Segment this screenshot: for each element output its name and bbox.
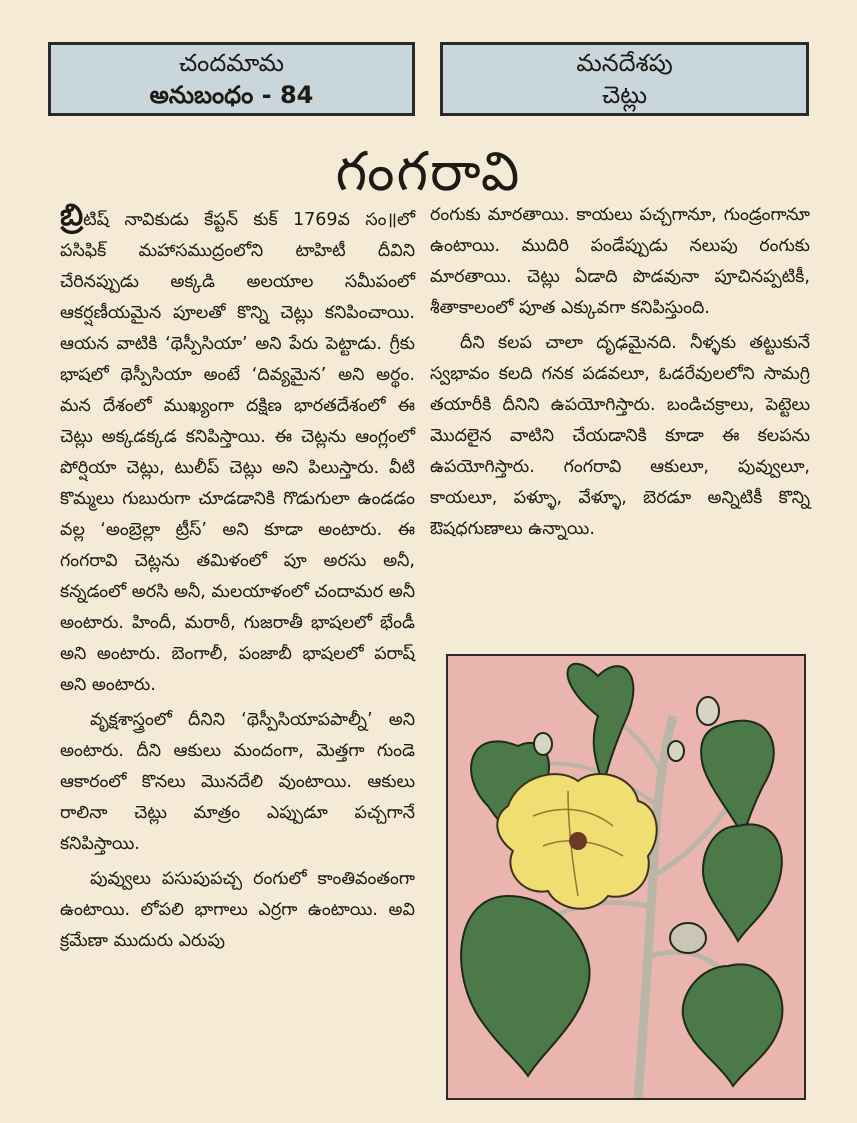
paragraph: దీని కలప చాలా దృఢమైనది. నీళ్ళకు తట్టుకునే స్వభావం కలది గనక పడవలూ, ఓడరేవులలోని సామగ్రి తయారీకి దీనిని ఉపయోగిస్తారు. బండిచక్రాలు, పెట్టెలు మొదలైన వాటిని చేయడానికి కూడా ఈ కలపను ఉపయోగిస్తారు. గంగరావి ఆకులూ, పువ్వులూ, కాయలూ, పళ్ళూ, వేళ్ళూ, బెరడూ అన్నిటికీ కొన్ని ఔషధగుణాలు ఉన్నాయి. xyxy=(430,333,810,539)
paragraph: రంగుకు మారతాయి. కాయలు పచ్చగానూ, గుండ్రంగానూ ఉంటాయి. ముదిరి పండేప్పుడు నలుపు రంగుకు మారతాయి. చెట్లు ఏడాది పొడవునా పూచినప్పటికీ, శీతాకాలంలో పూత ఎక్కువగా కనిపిస్తుంది. xyxy=(430,205,810,318)
series-header-box xyxy=(48,42,415,116)
drop-cap: బ్రి xyxy=(60,198,84,233)
paragraph: పువ్వులు పసుపుపచ్చ రంగులో కాంతివంతంగా ఉంటాయి. లోపలి భాగాలు ఎర్రగా ఉంటాయి. అవి క్రమేణా ముదురు ఎరుపు xyxy=(60,869,415,951)
series-name: చందమామ xyxy=(178,48,285,77)
right-column xyxy=(430,200,810,545)
topic-line2: చెట్లు xyxy=(601,81,648,109)
paragraph-text: టిష్ నావికుడు కేప్టన్ కుక్ 1769వ సం॥లో పసిఫిక్ మహాసముద్రంలోని టాహిటీ దీవిని చేరినప్పుడు అక్కడి అలయాల సమీపంలో ఆకర్షణీయమైన పూలతో కొన్ని చెట్లు కనిపించాయి. ఆయన వాటికి ‘థెస్పీసియా’ అని పేరు పెట్టాడు. గ్రీకు భాషలో థెస్పీసియా అంటే ‘దివ్యమైన’ అని అర్థం. మన దేశంలో ముఖ్యంగా దక్షిణ భారతదేశంలో ఈ చెట్లు అక్కడక్కడ కనిపిస్తాయి. ఈ చెట్లను ఆంగ్లంలో పోర్షియా చెట్లు, టులీప్ చెట్లు అని పిలుస్తారు. వీటి కొమ్మలు గుబురుగా చూడడానికి గొడుగులా ఉండడం వల్ల ‘అంబ్రెల్లా ట్రీస్’ అని కూడా అంటారు. ఈ గంగరావి చెట్లను తమిళంలో పూ అరసు అనీ, కన్నడంలో అరసి అనీ, మలయాళంలో చందామర అనీ అంటారు. హిందీ, మరాఠీ, గుజరాతీ భాషలలో భేండీ అని అంటారు. బెంగాలీ, పంజాబీ భాషలలో పరాష్ అని అంటారు. xyxy=(60,210,415,695)
series-number: అనుబంధం - 84 xyxy=(149,81,314,109)
topic-line1: మనదేశపు xyxy=(576,48,673,77)
thespesia-drawing xyxy=(448,656,804,1098)
topic-header-box xyxy=(440,42,809,116)
paragraph xyxy=(60,200,415,701)
plant-illustration xyxy=(446,654,806,1100)
paragraph: వృక్షశాస్త్రంలో దీనిని ‘థెస్పీసియాపపాల్నీ’ అని అంటారు. దీని ఆకులు మందంగా, మెత్తగా గుండె ఆకారంలో కొనలు మొనదేలి వుంటాయి. ఆకులు రాలినా చెట్లు మాత్రం ఎప్పుడూ పచ్చగానే కనిపిస్తాయి. xyxy=(60,710,415,854)
article-title: గంగరావి xyxy=(335,140,522,203)
left-column xyxy=(60,200,415,957)
